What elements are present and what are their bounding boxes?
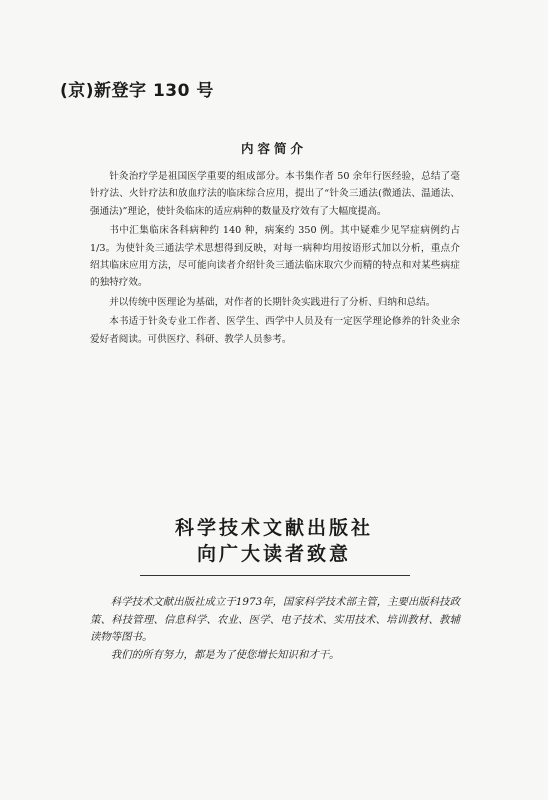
summary-paragraph: 书中汇集临床各科病种约 140 种，病案约 350 例。其中疑难少见罕症病例约占 1/3。为使针灸三通法学术思想得到反映，对每一病种均用按语形式加以分析，重点介绍其临床应用方法，尽可能向读者介绍针灸三通法临床取穴少而精的特点和对某些病症的独特疗效。 [90, 225, 460, 289]
title-divider [140, 575, 410, 576]
summary-paragraph: 针灸治疗学是祖国医学重要的组成部分。本书集作者 50 余年行医经验，总结了毫针疗法、火针疗法和放血疗法的临床综合应用，提出了“针灸三通法(微通法、温通法、强通法)”理论，使针灸临床的适应病种的数量及疗效有了大幅度提高。 [90, 171, 460, 217]
summary-paragraph: 并以传统中医理论为基础，对作者的长期针灸实践进行了分析、归纳和总结。 [109, 296, 436, 308]
publisher-greeting-title [0, 515, 548, 567]
publisher-greeting-body [90, 594, 460, 664]
publication-license-number: (京)新登字 130 号 [60, 81, 214, 101]
publisher-name: 科学技术文献出版社 [174, 517, 373, 539]
greeting-paragraph: 科学技术文献出版社成立于1973年，国家科学技术部主管，主要出版科技政策、科技管理、信息科学、农业、医学、电子技术、实用技术、培训教材、教辅读物等图书。 [90, 596, 460, 643]
greeting-paragraph: 我们的所有努力，都是为了使您增长知识和才干。 [110, 648, 340, 661]
content-summary-title: 内容简介 [240, 141, 307, 156]
summary-paragraph: 本书适于针灸专业工作者、医学生、西学中人员及有一定医学理论修养的针灸业余爱好者阅读。可供医疗、科研、教学人员参考。 [90, 316, 460, 345]
content-summary-body [90, 168, 460, 350]
greeting-line: 向广大读者致意 [196, 543, 351, 565]
